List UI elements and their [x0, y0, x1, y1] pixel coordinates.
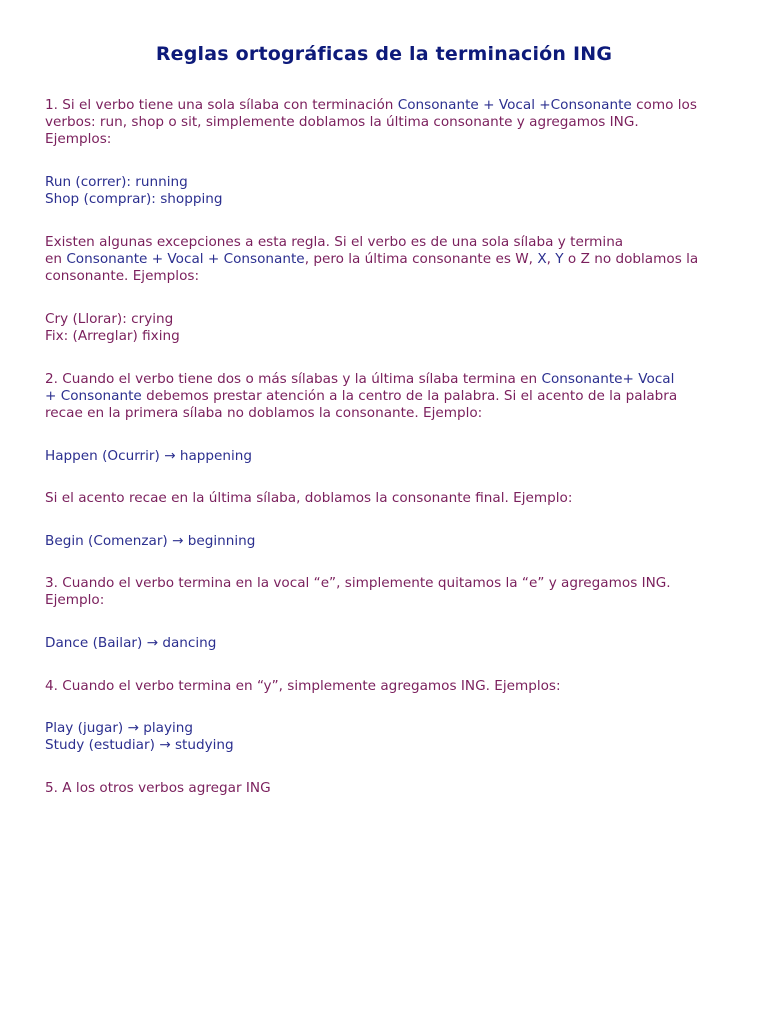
example-verb: Study (estudiar) → — [45, 737, 175, 753]
example-list-5 — [45, 635, 725, 652]
example-verb: Shop (comprar) — [45, 191, 152, 207]
example-verb: Play (jugar) → — [45, 720, 144, 736]
example-result: happening — [179, 448, 253, 464]
rule-1-line-2: verbos: run, shop o sit, simplemente doblamos la última consonante y agregamos ING. — [45, 114, 639, 130]
exceptions-text: , pero la última consonante es W, — [304, 251, 538, 267]
example-result: : running — [126, 174, 188, 190]
rule-2-line-1 — [45, 371, 725, 388]
rule-1-line-1 — [45, 97, 725, 114]
example-item — [45, 328, 725, 345]
rule-2-pattern: + Consonante — [45, 388, 142, 404]
rule-4-line-1: 4. Cuando el verbo termina en “y”, simplemente agregamos ING. Ejemplos: — [45, 678, 561, 694]
rule-1-line-3: Ejemplos: — [45, 131, 112, 147]
example-item — [45, 635, 725, 652]
rule-1-pattern: Consonante + Vocal +Consonante — [397, 97, 632, 113]
example-verb: Begin (Comenzar) → — [45, 533, 188, 549]
rule-2-line-2 — [45, 388, 725, 405]
rule-3-line-1: 3. Cuando el verbo termina en la vocal “e”, simplemente quitamos la “e” y agregamos ING. — [45, 575, 671, 591]
page-title: Reglas ortográficas de la terminación ING — [155, 43, 613, 65]
example-item — [45, 191, 725, 208]
rule-1-paragraph — [45, 97, 725, 148]
rule-2-line-3: recae en la primera sílaba no doblamos la consonante. Ejemplo: — [45, 405, 483, 421]
rule-2-text: 2. Cuando el verbo tiene dos o más sílabas y la última sílaba termina en — [45, 371, 542, 387]
example-result: : crying — [122, 311, 174, 327]
rule-1-text-end: como los — [631, 97, 697, 113]
exceptions-text: en — [45, 251, 67, 267]
exceptions-paragraph — [45, 234, 725, 285]
example-result: : shopping — [151, 191, 223, 207]
example-verb: Cry (Llorar) — [45, 311, 123, 327]
exceptions-line-1: Existen algunas excepciones a esta regla. Si el verbo es de una sola sílaba y termina — [45, 234, 624, 250]
example-item — [45, 311, 725, 328]
exceptions-text: , — [546, 251, 556, 267]
exceptions-letter-x: X — [537, 251, 547, 267]
rule-2-text: debemos prestar atención a la centro de la palabra. Si el acento de la palabra — [141, 388, 678, 404]
rule-2-pattern: Consonante+ Vocal — [541, 371, 675, 387]
example-item — [45, 533, 725, 550]
example-result: studying — [174, 737, 234, 753]
exceptions-line-2 — [45, 251, 725, 268]
example-result: playing — [143, 720, 194, 736]
example-result: fixing — [137, 328, 180, 344]
example-verb: Fix: (Arreglar) — [45, 328, 138, 344]
example-verb: Run (correr) — [45, 174, 127, 190]
rule-3-paragraph — [45, 575, 725, 609]
example-item — [45, 448, 725, 465]
example-list-1 — [45, 174, 725, 208]
exceptions-text: o Z no doblamos la — [563, 251, 699, 267]
exceptions-letter-y: Y — [555, 251, 564, 267]
example-result: beginning — [187, 533, 256, 549]
rule-2-paragraph — [45, 371, 725, 422]
rule-2b-line-1: Si el acento recae en la última sílaba, doblamos la consonante final. Ejemplo: — [45, 490, 573, 506]
rule-5-paragraph — [45, 780, 725, 797]
exceptions-pattern: Consonante + Vocal + Consonante — [66, 251, 305, 267]
example-list-2 — [45, 311, 725, 345]
example-item — [45, 720, 725, 737]
rule-1-text: 1. Si el verbo tiene una sola sílaba con terminación — [45, 97, 398, 113]
rule-5-line-1: 5. A los otros verbos agregar ING — [45, 780, 271, 796]
exceptions-line-3: consonante. Ejemplos: — [45, 268, 200, 284]
example-list-4 — [45, 533, 725, 550]
rule-3-line-2: Ejemplo: — [45, 592, 105, 608]
example-result: dancing — [162, 635, 217, 651]
rule-2b-paragraph — [45, 490, 725, 507]
example-verb: Happen (Ocurrir) → — [45, 448, 180, 464]
example-verb: Dance (Bailar) → — [45, 635, 163, 651]
example-list-6 — [45, 720, 725, 754]
example-item — [45, 737, 725, 754]
example-item — [45, 174, 725, 191]
example-list-3 — [45, 448, 725, 465]
rule-4-paragraph — [45, 678, 725, 695]
